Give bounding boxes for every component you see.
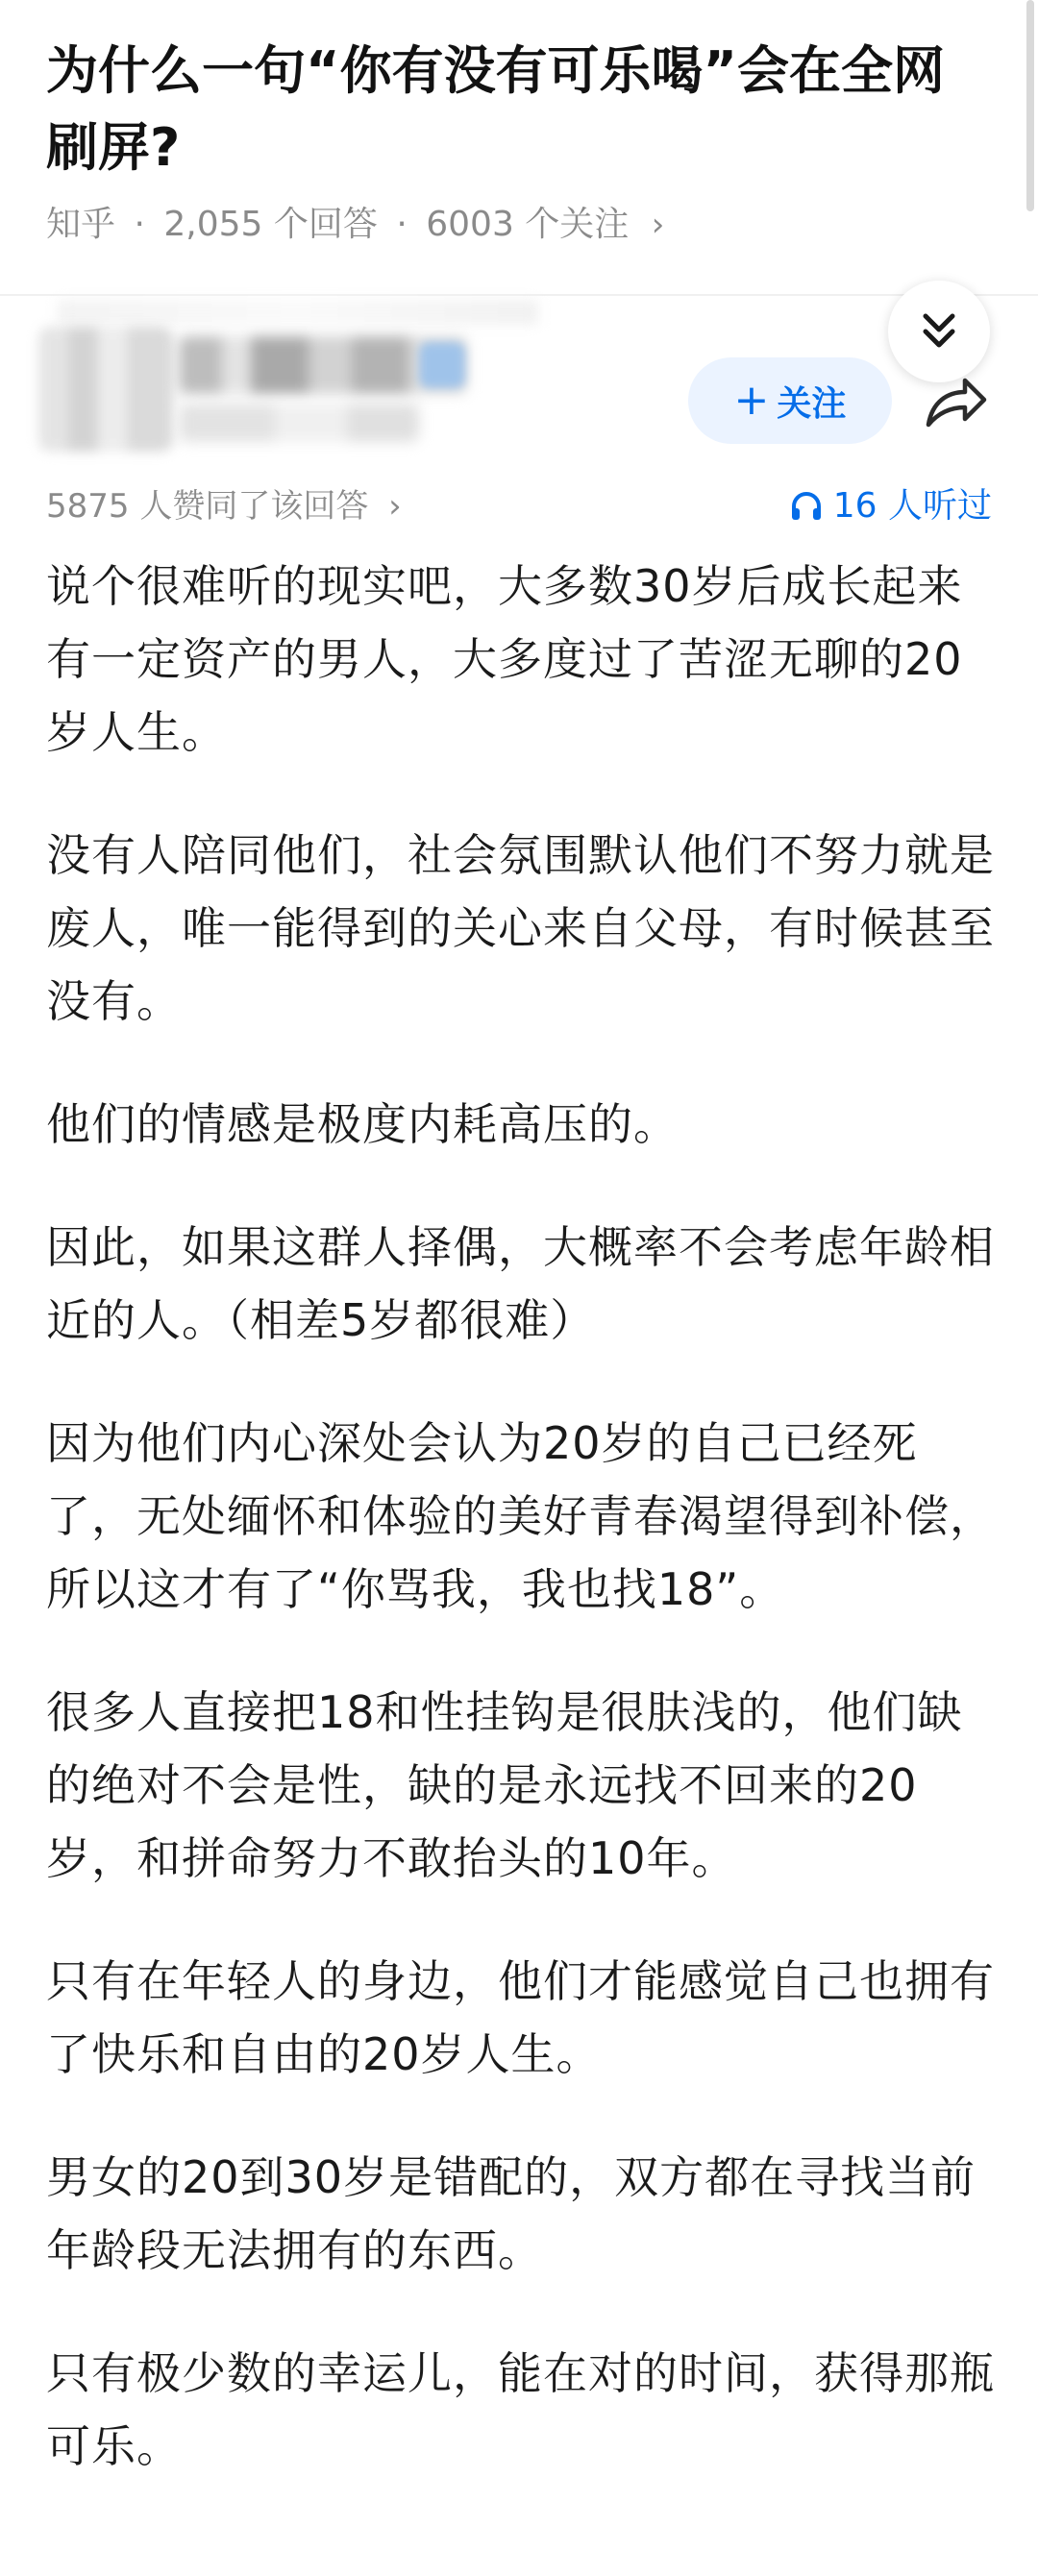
answer-paragraph: 很多人直接把18和性挂钩是很肤浅的，他们缺的绝对不会是性，缺的是永远找不回来的20岁，和拼命努力不敢抬头的10年。 — [46, 1686, 963, 1884]
follow-button[interactable] — [688, 357, 892, 444]
chevron-right-icon: › — [388, 487, 402, 526]
follower-count: 6003 个关注 — [426, 205, 630, 244]
author-badge — [419, 342, 465, 388]
answer-count: 2,055 个回答 — [163, 205, 378, 244]
share-arrow-icon[interactable] — [923, 369, 990, 436]
source-label: 知乎 — [46, 205, 116, 244]
answer-body — [46, 550, 998, 2533]
question-title[interactable]: 为什么一句“你有没有可乐喝”会在全网刷屏? — [46, 40, 945, 178]
answer-paragraph: 男女的20到30岁是错配的，双方都在寻找当前年龄段无法拥有的东西。 — [46, 2151, 976, 2276]
answer-paragraph: 没有人陪同他们，社会氛围默认他们不努力就是废人，唯一能得到的关心来自父母，有时候甚至没有。 — [46, 829, 995, 1027]
listen-count-text: 16 人听过 — [832, 486, 992, 526]
meta-separator: · — [134, 205, 145, 244]
section-divider — [0, 294, 1038, 296]
plus-icon: + — [733, 376, 770, 425]
vote-count-text: 5875 人赞同了该回答 — [46, 487, 369, 526]
double-chevron-down-icon — [920, 310, 958, 353]
meta-separator: · — [396, 205, 408, 244]
answer-paragraph: 只有极少数的幸运儿，能在对的时间，获得那瓶可乐。 — [46, 2347, 995, 2472]
listen-count[interactable] — [789, 480, 992, 532]
answer-paragraph: 说个很难听的现实吧，大多数30岁后成长起来有一定资产的男人，大多度过了苦涩无聊的20岁人生。 — [46, 560, 963, 758]
vote-count[interactable] — [46, 480, 402, 532]
collapse-button[interactable] — [888, 281, 990, 382]
answer-paragraph: 因为他们内心深处会认为20岁的自己已经死了，无处缅怀和体验的美好青春渴望得到补偿，所以这才有了“你骂我，我也找18”。 — [46, 1417, 995, 1615]
scrollbar-thumb[interactable] — [1026, 0, 1034, 211]
chevron-right-icon: › — [651, 206, 665, 244]
headphones-icon — [789, 489, 824, 524]
blurred-content — [58, 300, 538, 325]
author-avatar[interactable] — [38, 327, 173, 452]
follow-label: 关注 — [777, 383, 847, 424]
answer-paragraph: 因此，如果这群人择偶，大概率不会考虑年龄相近的人。（相差5岁都很难） — [46, 1221, 995, 1346]
author-headline-blurred — [179, 404, 419, 442]
answer-paragraph: 只有在年轻人的身边，他们才能感觉自己也拥有了快乐和自由的20岁人生。 — [46, 1955, 995, 2080]
answer-paragraph: 他们的情感是极度内耗高压的。 — [46, 1098, 679, 1150]
question-meta[interactable] — [46, 196, 664, 254]
